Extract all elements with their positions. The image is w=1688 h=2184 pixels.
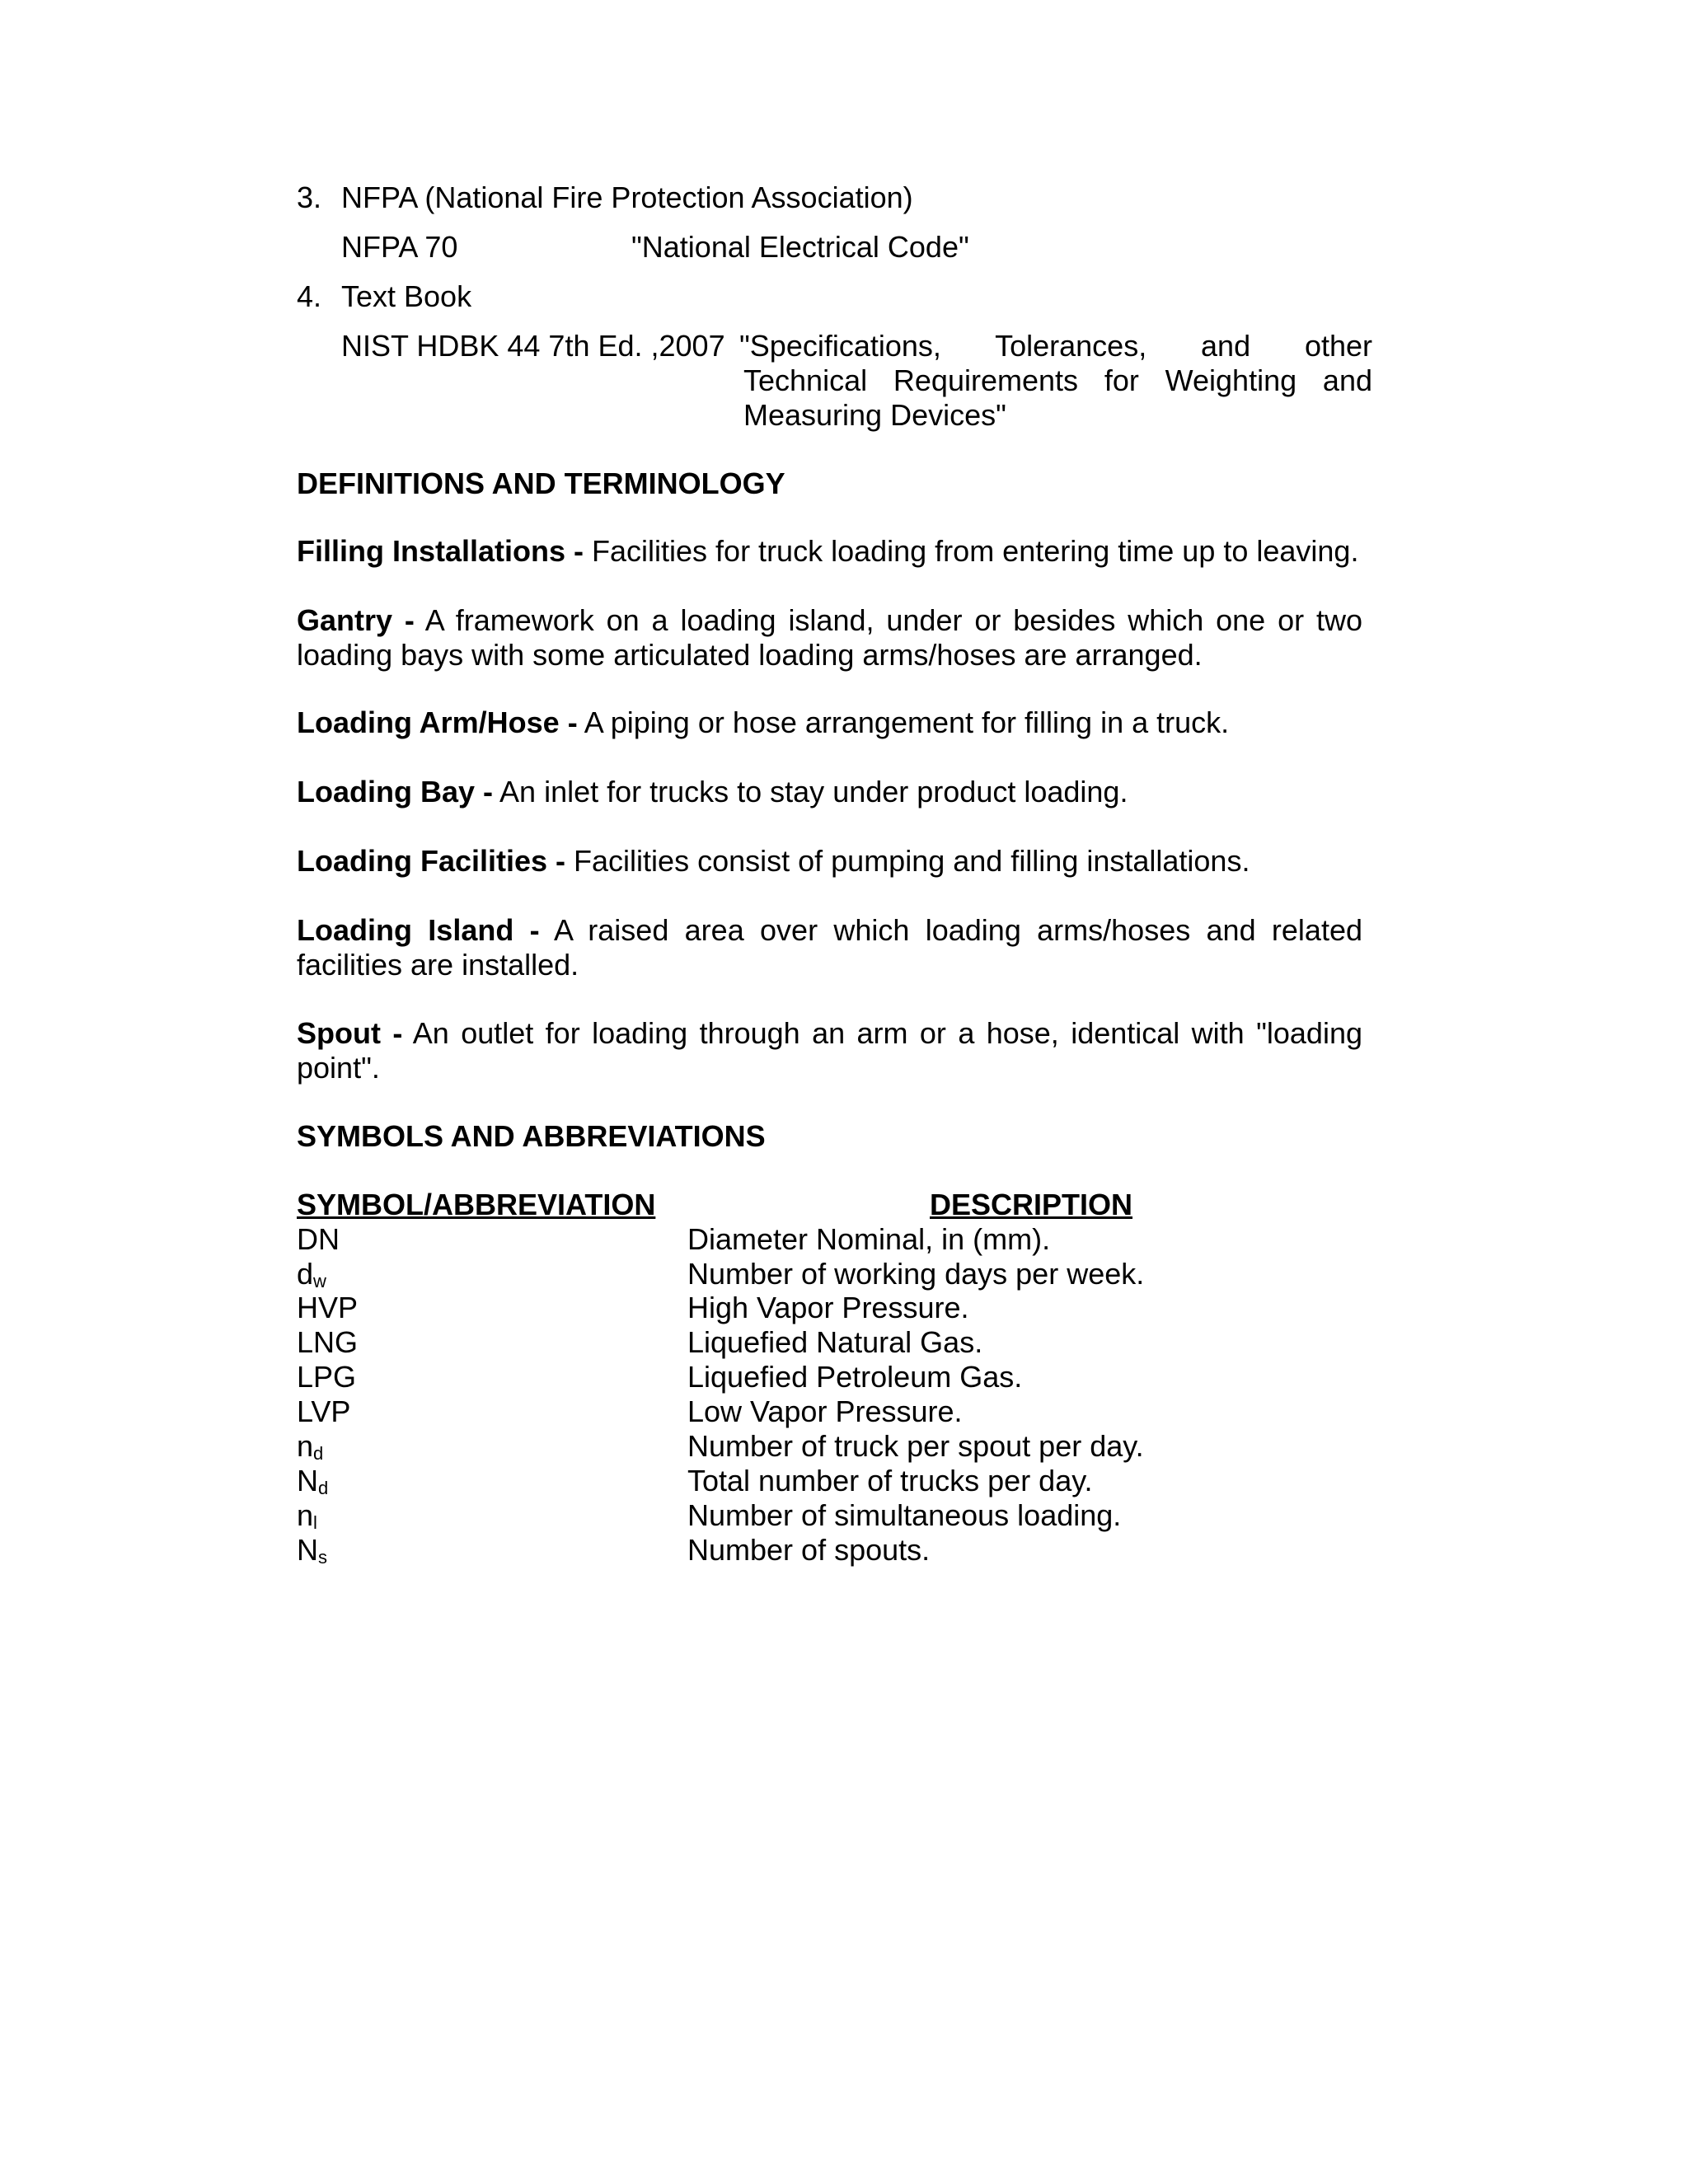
description-cell: Low Vapor Pressure. [687, 1394, 963, 1428]
list-number-4: 4. [297, 279, 322, 313]
definition-text: A piping or hose arrangement for filling in a truck. [577, 705, 1230, 739]
table-row [0, 1222, 1688, 1257]
definition-text: An outlet for loading through an arm or a hose, identical with "loading point". [297, 1016, 1362, 1085]
table-row [0, 1498, 1688, 1533]
description-cell: Total number of trucks per day. [687, 1464, 1093, 1497]
section-heading-definitions: DEFINITIONS AND TERMINOLOGY [297, 466, 785, 500]
symbol-cell: $n_d$ [297, 1429, 324, 1464]
symbol-cell: $N_d$ [297, 1464, 329, 1498]
table-row [0, 1360, 1688, 1394]
definition-term: Loading Bay - [297, 775, 494, 808]
symbol-cell: HVP [297, 1291, 359, 1324]
table-row [0, 1464, 1688, 1498]
definition-text: Facilities consist of pumping and filling installations. [565, 844, 1250, 878]
nist-title-line: Technical Requirements for Weighting and [743, 363, 1372, 397]
section-heading-symbols: SYMBOLS AND ABBREVIATIONS [297, 1119, 766, 1153]
description-cell: Liquefied Petroleum Gas. [687, 1360, 1023, 1394]
reference-title-nfpa70: "National Electrical Code" [631, 230, 969, 264]
symbol-cell: LVP [297, 1394, 351, 1428]
description-cell: Number of spouts. [687, 1533, 931, 1567]
table-row [0, 1533, 1688, 1568]
nist-title-line: "Specifications, Tolerances, and other [739, 329, 1372, 363]
list-number-3: 3. [297, 180, 322, 214]
reference-code-nist: NIST HDBK 44 7th Ed. ,2007 [341, 329, 725, 363]
definition-text: A framework on a loading island, under or besides which one or two loading bays with some articulated loading arms/hoses are arranged. [297, 603, 1362, 672]
symbol-cell: $d_w$ [297, 1257, 326, 1291]
definition-term: Loading Island - [297, 913, 540, 947]
reference-title-nist [739, 329, 1372, 433]
description-cell: Diameter Nominal, in (mm). [687, 1222, 1051, 1256]
description-cell: High Vapor Pressure. [687, 1291, 969, 1324]
column-header-symbol: SYMBOL/ABBREVIATION [297, 1188, 656, 1221]
reference-heading-nfpa: NFPA (National Fire Protection Association) [341, 180, 913, 214]
symbol-cell: DN [297, 1222, 340, 1256]
definition-item [297, 775, 1362, 809]
definition-term: Loading Arm/Hose - [297, 705, 578, 739]
definition-item [297, 705, 1362, 740]
definition-term: Loading Facilities - [297, 844, 566, 878]
definition-text: An inlet for trucks to stay under product loading. [493, 775, 1128, 808]
nist-title-line: Measuring Devices" [743, 398, 1006, 432]
definition-text: A raised area over which loading arms/hoses and related facilities are installed. [297, 913, 1362, 982]
definition-item [297, 844, 1362, 879]
definition-term: Spout - [297, 1016, 403, 1050]
definition-text: Facilities for truck loading from entering time up to leaving. [584, 534, 1359, 568]
description-cell: Number of truck per spout per day. [687, 1429, 1144, 1463]
definition-item [297, 603, 1362, 673]
table-row [0, 1394, 1688, 1429]
definition-term: Filling Installations - [297, 534, 584, 568]
reference-code-nfpa70: NFPA 70 [341, 230, 458, 264]
symbol-cell: $N_s$ [297, 1533, 327, 1568]
table-row [0, 1291, 1688, 1325]
definition-item [297, 1016, 1362, 1085]
symbol-cell: LNG [297, 1325, 359, 1359]
table-row [0, 1429, 1688, 1464]
table-row [0, 1325, 1688, 1360]
description-cell: Number of working days per week. [687, 1257, 1145, 1291]
column-header-description: DESCRIPTION [930, 1188, 1133, 1221]
description-cell: Liquefied Natural Gas. [687, 1325, 983, 1359]
definition-term: Gantry - [297, 603, 415, 637]
table-row [0, 1257, 1688, 1291]
symbol-cell: $n_l$ [297, 1498, 317, 1533]
definition-item [297, 534, 1362, 569]
definition-item [297, 913, 1362, 982]
reference-heading-textbook: Text Book [341, 279, 472, 313]
symbol-cell: LPG [297, 1360, 357, 1394]
description-cell: Number of simultaneous loading. [687, 1498, 1122, 1532]
